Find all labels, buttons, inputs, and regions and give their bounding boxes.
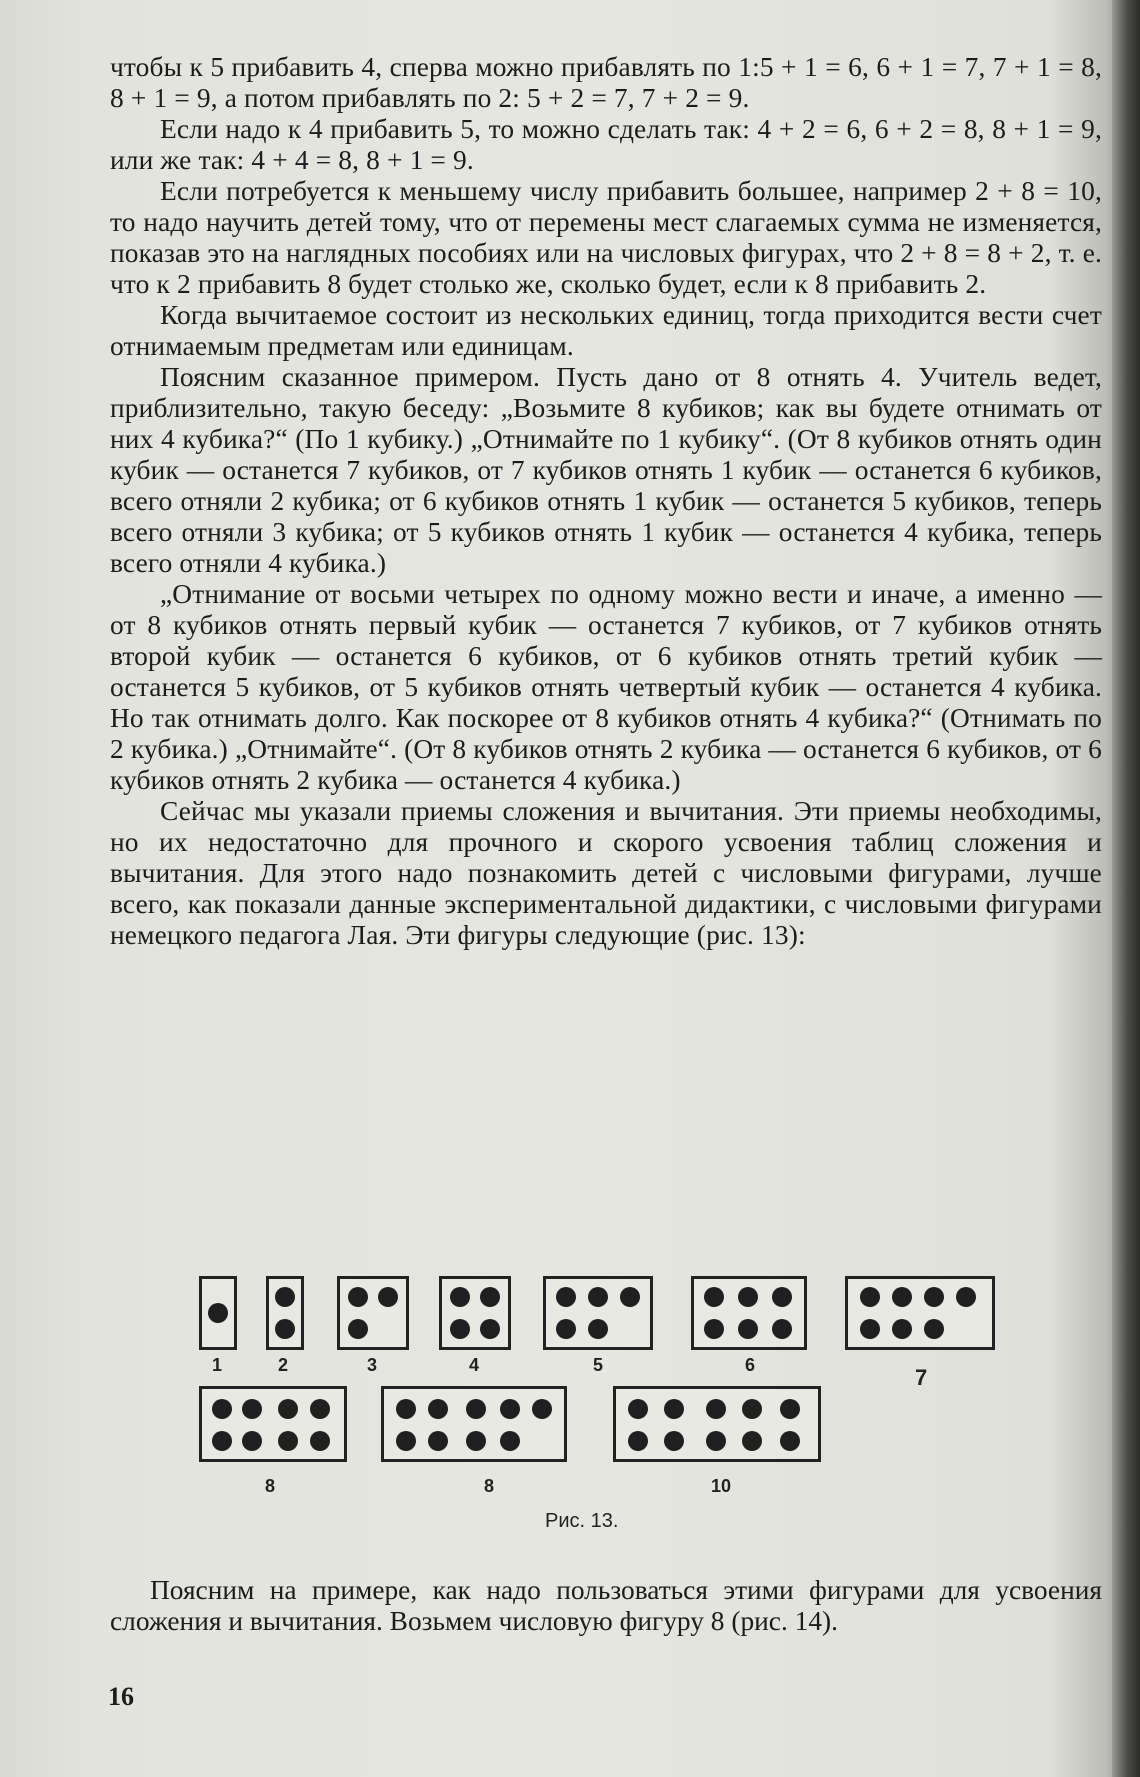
dot (738, 1287, 758, 1307)
dot (628, 1431, 648, 1451)
dot (628, 1399, 648, 1419)
dot (212, 1399, 232, 1419)
paragraph: Когда вычитаемое состоит из нескольких единиц, тогда приходится вести счет отнимаемым предметам или единицам. (110, 300, 1102, 361)
dot (466, 1431, 486, 1451)
dot (772, 1287, 792, 1307)
dot (892, 1319, 912, 1339)
dot (348, 1287, 368, 1307)
figure-label: 3 (367, 1355, 378, 1375)
number-figure-1 (199, 1276, 237, 1350)
figure-label: 4 (469, 1355, 480, 1375)
dot (500, 1399, 520, 1419)
page-number: 16 (108, 1682, 134, 1711)
main-text (110, 52, 1102, 951)
number-figure-9 (381, 1386, 567, 1462)
paragraph: чтобы к 5 прибавить 4, сперва можно прибавлять по 1:5 + 1 = 6, 6 + 1 = 7, 7 + 1 = 8, 8 + 1 = 9, а потом прибавлять по 2: 5 + 2 = 7, 7 + 2 = 9. (110, 52, 1102, 113)
dot (742, 1399, 762, 1419)
dot (428, 1399, 448, 1419)
figure-label: 8 (484, 1476, 495, 1496)
paragraph: „Отнимание от восьми четырех по одному можно вести и иначе, а именно — от 8 кубиков отнять первый кубик — останется 7 кубиков, от 7 кубиков отнять второй кубик — останется 6 кубиков, от 6 кубиков отнять третий кубик — останется 5 кубиков, от 5 кубиков отнять четвертый кубик — останется 4 кубика. Но так отнимать долго. Как поскорее от 8 кубиков отнять 4 кубика?“ (Отнимать по 2 кубика.) „Отнимайте“. (От 8 кубиков отнять 2 кубика — останется 6 кубиков, от 6 кубиков отнять 2 кубика — останется 4 кубика.) (110, 579, 1102, 795)
paragraph: Если потребуется к меньшему числу прибавить большее, например 2 + 8 = 10, то надо научить детей тому, что от перемены мест слагаемых сумма не изменяется, показав это на наглядных пособиях или на числовых фигурах, что 2 + 8 = 8 + 2, т. е. что к 2 прибавить 8 будет столько же, сколько будет, если к 8 прибавить 2. (110, 176, 1102, 299)
dot (242, 1399, 262, 1419)
paragraph: Поясним на примере, как надо пользоваться этими фигурами для усвоения сложения и вычитания. Возьмем числовую фигуру 8 (рис. 14). (110, 1575, 1102, 1636)
dot (706, 1399, 726, 1419)
dot (780, 1399, 800, 1419)
dot (924, 1287, 944, 1307)
dot (450, 1287, 470, 1307)
dot (310, 1431, 330, 1451)
dot (588, 1319, 608, 1339)
dot (860, 1287, 880, 1307)
dot (450, 1319, 470, 1339)
dot (860, 1319, 880, 1339)
page-edge-shadow (1112, 0, 1140, 1777)
number-figure-4 (439, 1276, 511, 1350)
dot (396, 1431, 416, 1451)
number-figure-7 (845, 1276, 995, 1350)
dot (310, 1399, 330, 1419)
dot (704, 1287, 724, 1307)
dot (664, 1399, 684, 1419)
dot (780, 1431, 800, 1451)
dot (738, 1319, 758, 1339)
dot (532, 1399, 552, 1419)
number-figure-2 (266, 1276, 304, 1350)
number-figure-8 (199, 1386, 347, 1462)
dot (620, 1287, 640, 1307)
dot (588, 1287, 608, 1307)
paragraph: Поясним сказанное примером. Пусть дано от 8 отнять 4. Учитель ведет, приблизительно, такую беседу: „Возьмите 8 кубиков; как вы будете отнимать от них 4 кубика?“ (По 1 кубику.) „Отнимайте по 1 кубику“. (От 8 кубиков отнять один кубик — останется 7 кубиков, от 7 кубиков отнять 1 кубик — останется 6 кубиков, всего отняли 2 кубика; от 6 кубиков отнять 1 кубик — останется 5 кубиков, теперь всего отняли 3 кубика; от 5 кубиков отнять 1 кубик — останется 4 кубика, теперь всего отняли 4 кубика.) (110, 362, 1102, 578)
paragraph: Если надо к 4 прибавить 5, то можно сделать так: 4 + 2 = 6, 6 + 2 = 8, 8 + 1 = 9, или же так: 4 + 4 = 8, 8 + 1 = 9. (110, 114, 1102, 175)
figure-label: 6 (745, 1355, 756, 1375)
figure-label: 2 (278, 1355, 289, 1375)
dot (742, 1431, 762, 1451)
dot (556, 1287, 576, 1307)
number-figures-diagram (195, 1270, 1010, 1540)
dot (428, 1431, 448, 1451)
dot (892, 1287, 912, 1307)
bottom-text (110, 1575, 1102, 1637)
figure-label: 7 (915, 1365, 928, 1390)
dot (772, 1319, 792, 1339)
dot (275, 1287, 295, 1307)
figure-label: 1 (212, 1355, 223, 1375)
dot (212, 1431, 232, 1451)
dot (278, 1431, 298, 1451)
dot (924, 1319, 944, 1339)
dot (396, 1399, 416, 1419)
figure-label: 8 (265, 1476, 276, 1496)
number-figure-6 (691, 1276, 807, 1350)
dot (956, 1287, 976, 1307)
dot (275, 1319, 295, 1339)
dot (242, 1431, 262, 1451)
dot (208, 1303, 228, 1323)
dot (480, 1287, 500, 1307)
figure-label: 5 (593, 1355, 604, 1375)
dot (466, 1399, 486, 1419)
dot (278, 1399, 298, 1419)
number-figure-5 (543, 1276, 653, 1350)
dot (500, 1431, 520, 1451)
dot (378, 1287, 398, 1307)
dot (704, 1319, 724, 1339)
dot (480, 1319, 500, 1339)
dot (664, 1431, 684, 1451)
dot (706, 1431, 726, 1451)
dot (556, 1319, 576, 1339)
figure-label: 10 (711, 1476, 732, 1496)
number-figure-10 (613, 1386, 821, 1462)
paragraph: Сейчас мы указали приемы сложения и вычитания. Эти приемы необходимы, но их недостаточно для прочного и скорого усвоения таблиц сложения и вычитания. Для этого надо познакомить детей с числовыми фигурами, лучше всего, как показали данные экспериментальной дидактики, с числовыми фигурами немецкого педагога Лая. Эти фигуры следующие (рис. 13): (110, 796, 1102, 950)
dot (348, 1319, 368, 1339)
figure-caption: Рис. 13. (545, 1510, 619, 1532)
number-figure-3 (337, 1276, 409, 1350)
